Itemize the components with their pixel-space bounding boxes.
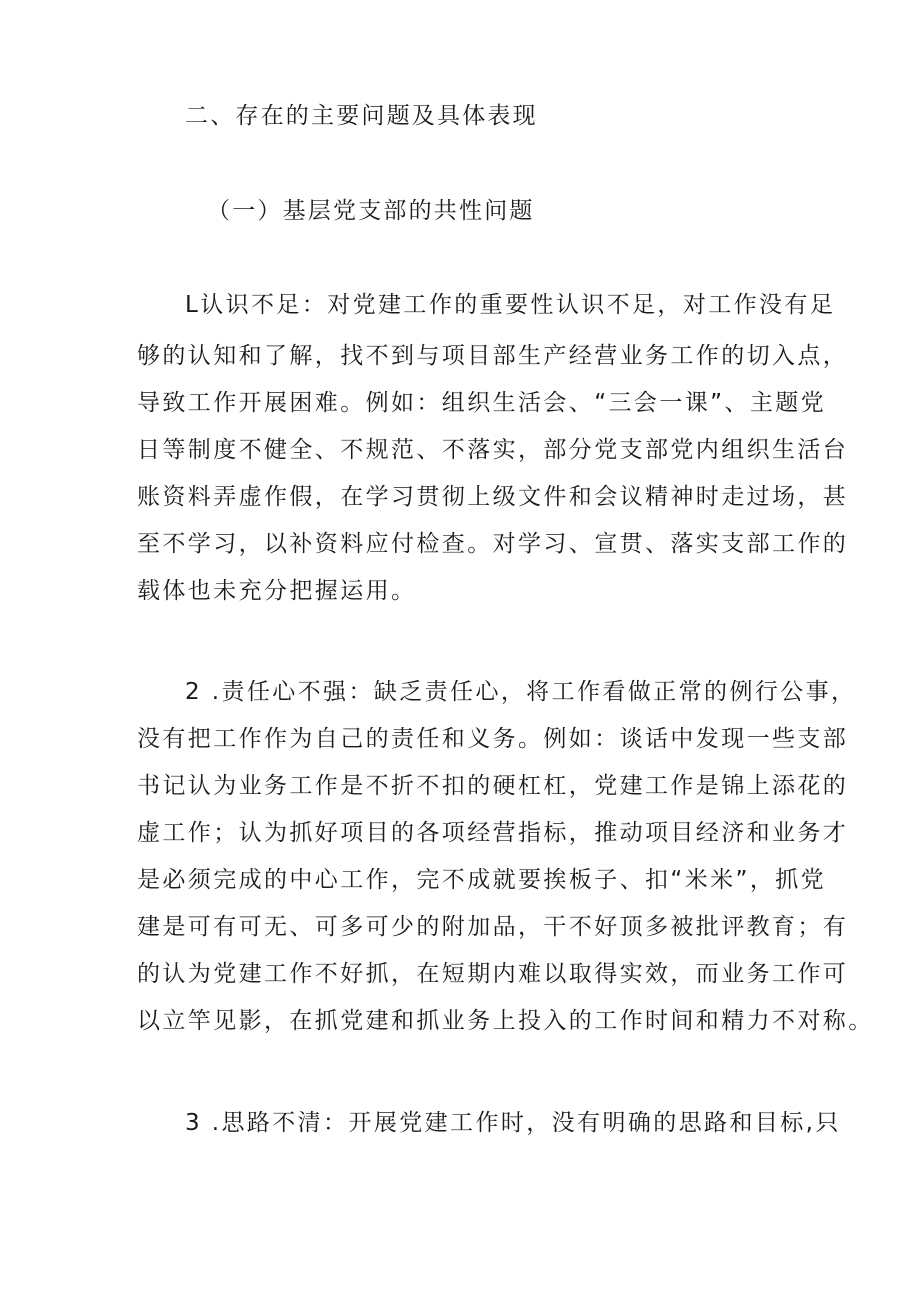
paragraph-line: 是必须完成的中心工作，完不成就要挨板子、扣“米米”，抓党 [137,867,827,893]
paragraph-line: 建是可有可无、可多可少的附加品，干不好顶多被批评教育；有 [137,914,849,940]
paragraph-line: 的认为党建工作不好抓，在短期内难以取得实效，而业务工作可 [137,961,849,987]
paragraph-line: 载体也未充分把握运用。 [137,578,417,604]
paragraph-line: 够的认知和了解，找不到与项目部生产经营业务工作的切入点， [137,343,849,369]
paragraph-line: 至不学习，以补资料应付检查。对学习、宣贯、落实支部工作的 [137,531,849,557]
paragraph-line: L认识不足：对党建工作的重要性认识不足，对工作没有足 [185,292,836,318]
paragraph-line: 3 .思路不清：开展党建工作时，没有明确的思路和目标,只 [185,1110,841,1136]
paragraph-line: 账资料弄虚作假，在学习贯彻上级文件和会议精神时走过场，甚 [137,484,849,510]
subsection-heading: （一）基层党支部的共性问题 [207,198,535,224]
paragraph-line: 书记认为业务工作是不折不扣的硬杠杠，党建工作是锦上添花的 [137,773,849,799]
section-heading: 二、存在的主要问题及具体表现 [185,103,538,129]
paragraph-line: 没有把工作作为自己的责任和义务。例如：谈话中发现一些支部 [137,726,849,752]
paragraph-line: 以立竿见影，在抓党建和抓业务上投入的工作时间和精力不对称。 [137,1008,874,1034]
paragraph-line: 导致工作开展困难。例如：组织生活会、“三会一课”、主题党 [137,390,827,416]
paragraph-line: 虚工作；认为抓好项目的各项经营指标，推动项目经济和业务才 [137,820,849,846]
paragraph-line: 2 .责任心不强：缺乏责任心，将工作看做正常的例行公事， [185,679,857,705]
paragraph-line: 日等制度不健全、不规范、不落实，部分党支部党内组织生活台 [137,437,849,463]
